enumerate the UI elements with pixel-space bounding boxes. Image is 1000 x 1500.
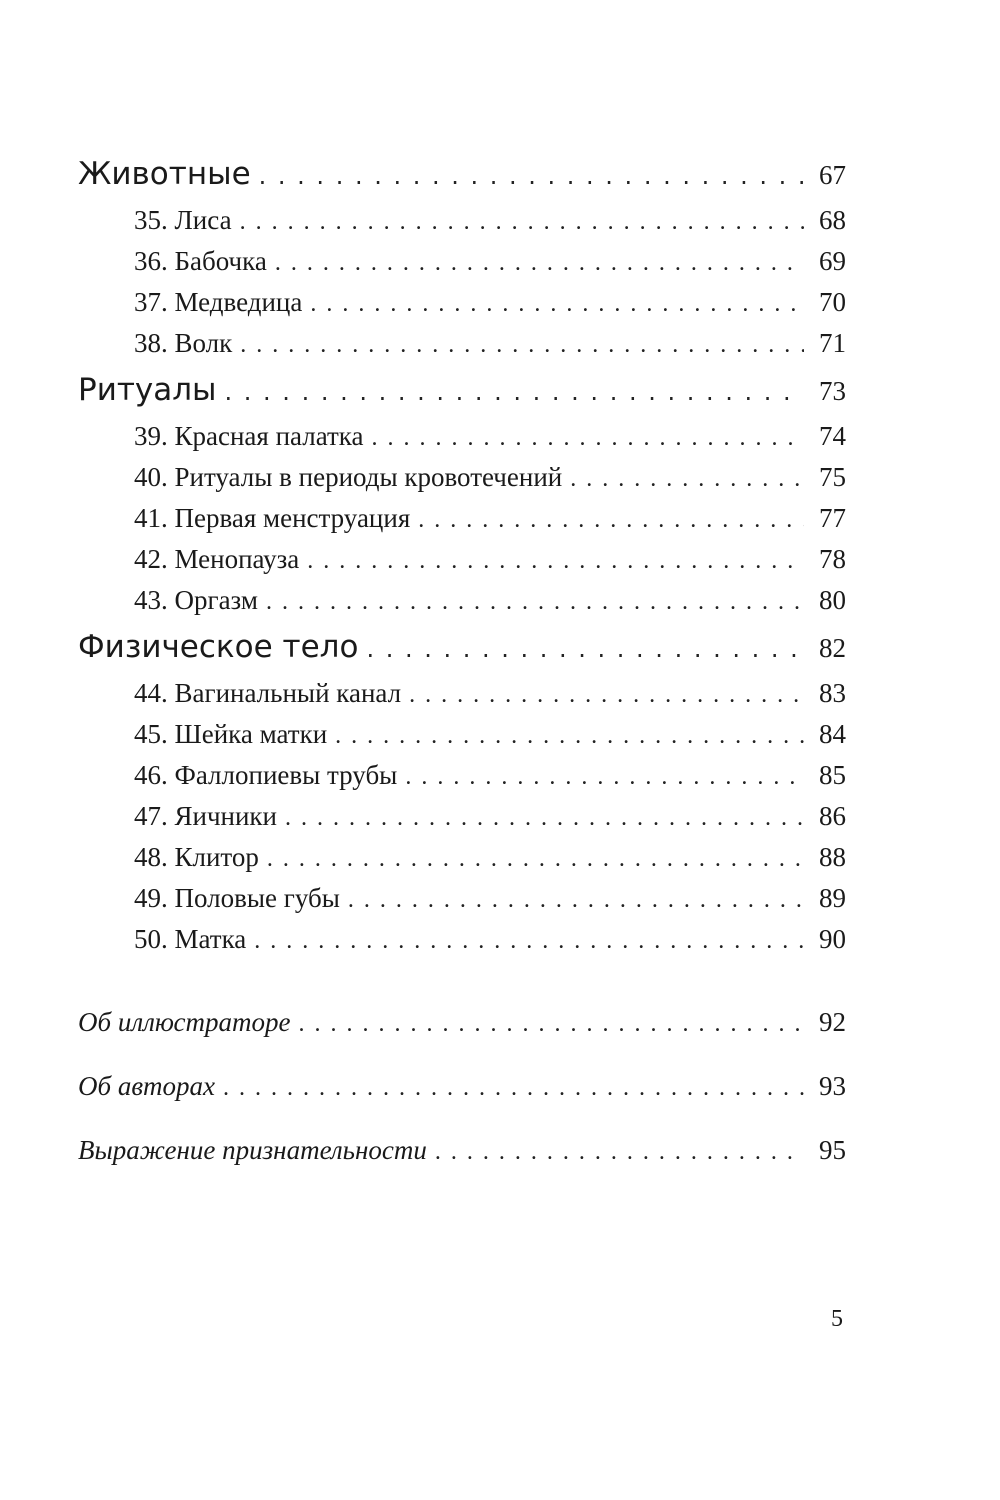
- leader-dots: [225, 366, 804, 418]
- toc-extra-acknowledgements[interactable]: [78, 1118, 846, 1182]
- leader-dots: [307, 541, 804, 582]
- item-label: 42. Менопауза: [134, 544, 300, 574]
- page-number: 77: [819, 503, 846, 533]
- leader-dots: [254, 921, 804, 962]
- table-of-contents: [78, 148, 846, 1182]
- toc-item[interactable]: [78, 323, 846, 364]
- leader-dots: [310, 284, 804, 325]
- section-title: Физическое тело: [78, 629, 359, 665]
- item-label: 38. Волк: [134, 328, 233, 358]
- toc-item[interactable]: [78, 714, 846, 755]
- toc-item[interactable]: [78, 282, 846, 323]
- page-number: 67: [819, 160, 846, 190]
- item-label: 45. Шейка матки: [134, 719, 328, 749]
- page-number: 75: [819, 462, 846, 492]
- toc-item[interactable]: [78, 200, 846, 241]
- toc-item[interactable]: [78, 878, 846, 919]
- item-label: 40. Ритуалы в периоды кровотечений: [134, 462, 563, 492]
- toc-item[interactable]: [78, 498, 846, 539]
- leader-dots: [335, 716, 804, 757]
- page-number: 78: [819, 544, 846, 574]
- toc-item[interactable]: [78, 241, 846, 282]
- item-label: 44. Вагинальный канал: [134, 678, 402, 708]
- item-label: 37. Медведица: [134, 287, 303, 317]
- leader-dots: [285, 798, 804, 839]
- page-number: 84: [819, 719, 846, 749]
- leader-dots: [267, 839, 804, 880]
- leader-dots: [223, 1056, 804, 1120]
- page-number: 85: [819, 760, 846, 790]
- section-title: Ритуалы: [78, 372, 217, 408]
- page-number: 95: [819, 1135, 846, 1165]
- item-label: 36. Бабочка: [134, 246, 267, 276]
- page-number: 80: [819, 585, 846, 615]
- toc-item[interactable]: [78, 673, 846, 714]
- spacer: [78, 960, 846, 990]
- leader-dots: [409, 675, 804, 716]
- toc-item[interactable]: [78, 416, 846, 457]
- toc-item[interactable]: [78, 755, 846, 796]
- extra-label: Об иллюстраторе: [78, 1007, 291, 1037]
- leader-dots: [570, 459, 804, 500]
- toc-item[interactable]: [78, 580, 846, 621]
- leader-dots: [372, 418, 805, 459]
- extra-label: Об авторах: [78, 1071, 216, 1101]
- item-label: 46. Фаллопиевы трубы: [134, 760, 398, 790]
- page-number: 88: [819, 842, 846, 872]
- page-number: 73: [819, 376, 846, 406]
- leader-dots: [259, 150, 804, 202]
- leader-dots: [275, 243, 804, 284]
- page-number: 93: [819, 1071, 846, 1101]
- folio-page-number: 5: [831, 1306, 843, 1332]
- toc-item[interactable]: [78, 539, 846, 580]
- leader-dots: [299, 992, 804, 1056]
- page-number: 90: [819, 924, 846, 954]
- page-number: 83: [819, 678, 846, 708]
- item-label: 35. Лиса: [134, 205, 232, 235]
- toc-item[interactable]: [78, 919, 846, 960]
- item-label: 47. Яичники: [134, 801, 278, 831]
- leader-dots: [240, 202, 804, 243]
- leader-dots: [266, 582, 804, 623]
- page-number: 82: [819, 633, 846, 663]
- toc-section-physical-body[interactable]: [78, 621, 846, 673]
- item-label: 48. Клитор: [134, 842, 259, 872]
- toc-section-animals[interactable]: [78, 148, 846, 200]
- leader-dots: [366, 623, 804, 675]
- page-number: 69: [819, 246, 846, 276]
- leader-dots: [405, 757, 804, 798]
- toc-extra-authors[interactable]: [78, 1054, 846, 1118]
- toc-extra-illustrator[interactable]: [78, 990, 846, 1054]
- extra-label: Выражение признательности: [78, 1135, 427, 1165]
- item-label: 43. Оргазм: [134, 585, 258, 615]
- page-number: 68: [819, 205, 846, 235]
- leader-dots: [240, 325, 804, 366]
- item-label: 41. Первая менструация: [134, 503, 411, 533]
- leader-dots: [418, 500, 804, 541]
- item-label: 50. Матка: [134, 924, 247, 954]
- page-number: 74: [819, 421, 846, 451]
- page-number: 86: [819, 801, 846, 831]
- item-label: 49. Половые губы: [134, 883, 340, 913]
- page-number: 70: [819, 287, 846, 317]
- toc-section-rituals[interactable]: [78, 364, 846, 416]
- toc-item[interactable]: [78, 796, 846, 837]
- leader-dots: [435, 1120, 804, 1184]
- leader-dots: [348, 880, 804, 921]
- page-number: 92: [819, 1007, 846, 1037]
- page-number: 71: [819, 328, 846, 358]
- item-label: 39. Красная палатка: [134, 421, 364, 451]
- page-number: 89: [819, 883, 846, 913]
- toc-item[interactable]: [78, 837, 846, 878]
- section-title: Животные: [78, 156, 251, 192]
- toc-item[interactable]: [78, 457, 846, 498]
